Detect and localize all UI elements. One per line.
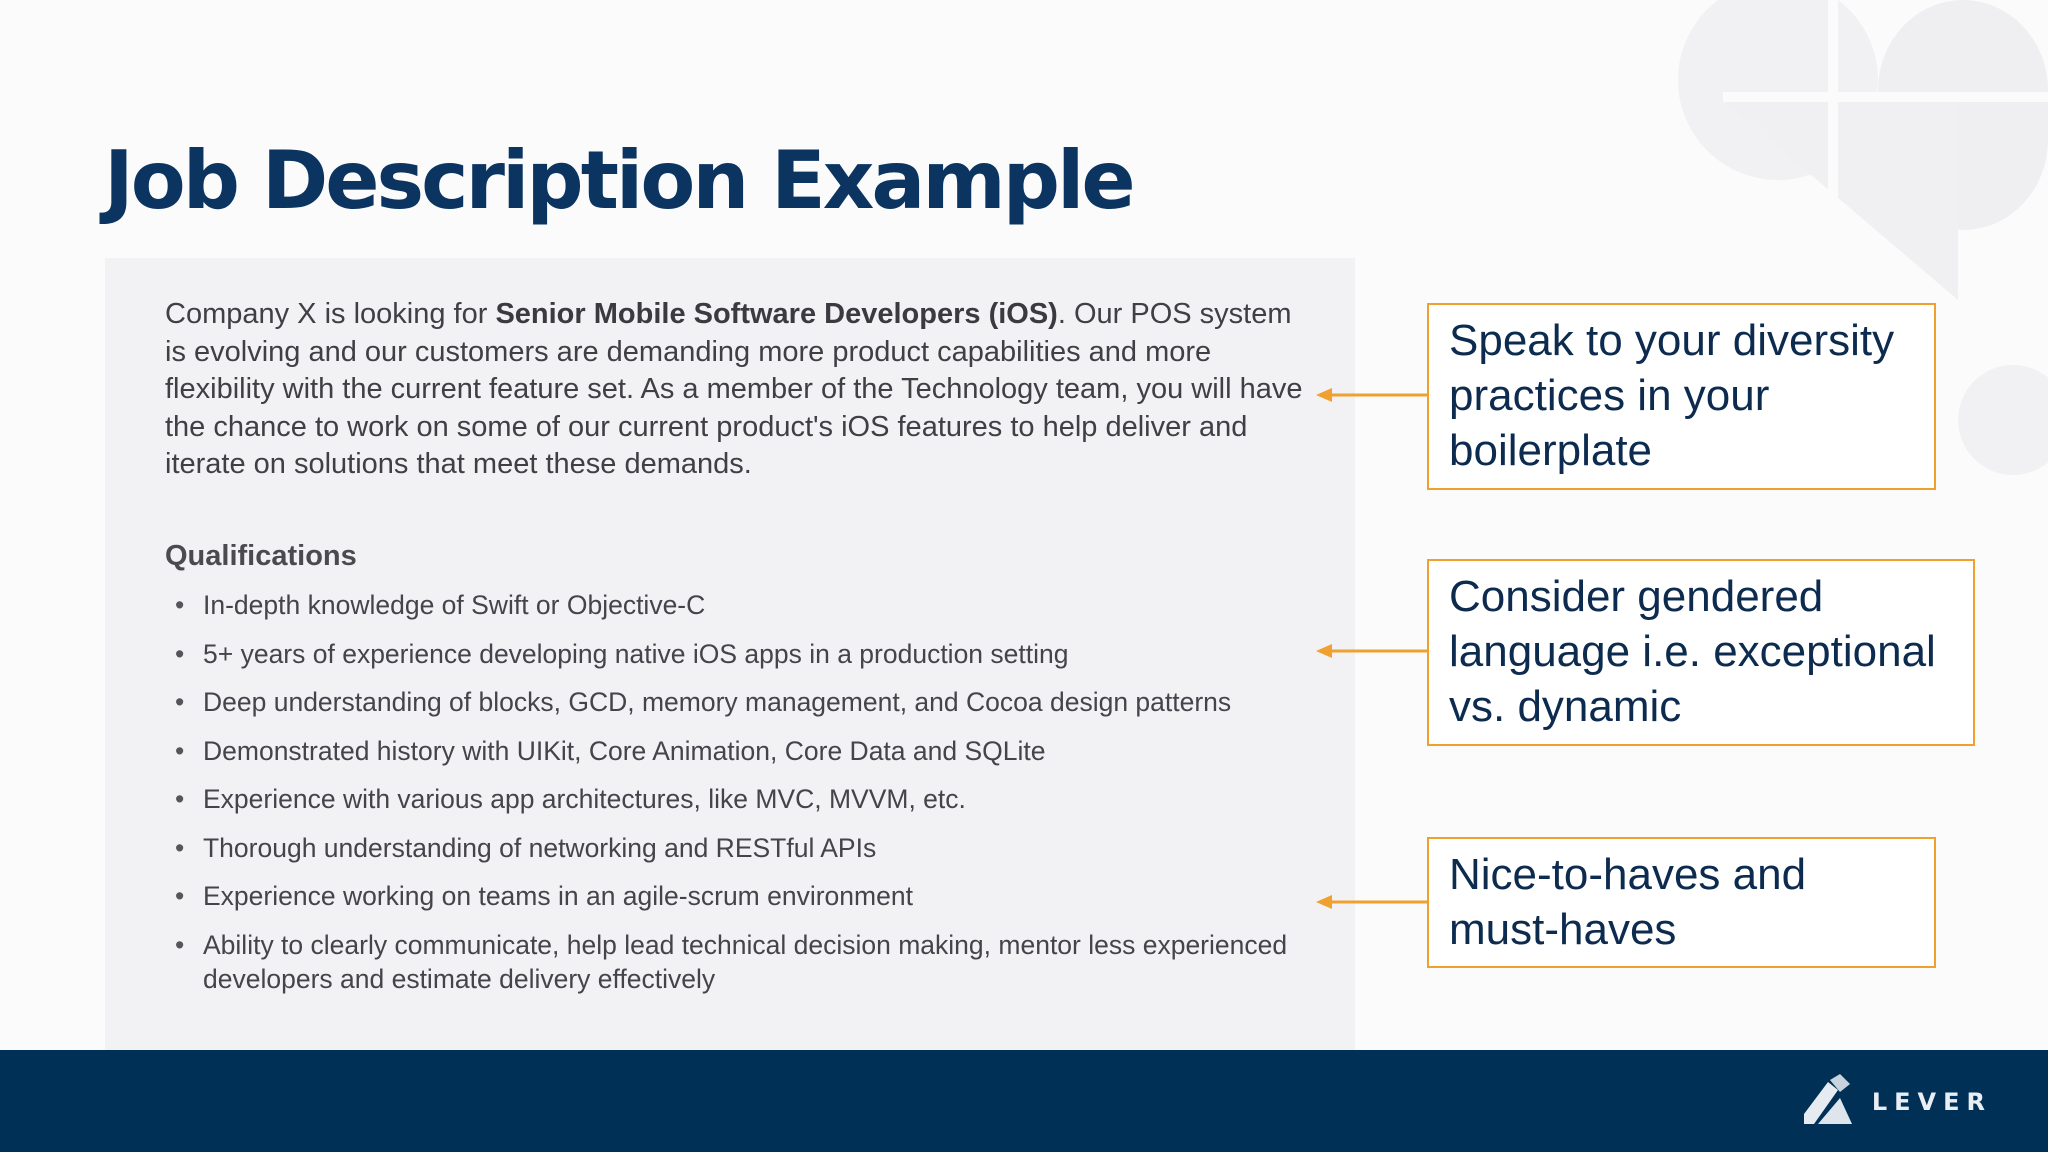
footer-bar [0,1050,2048,1152]
intro-text-start: Company X is looking for [165,298,496,330]
lever-logo-text: LEVER [1871,1088,1992,1116]
callout-nice-vs-must-haves: Nice-to-haves and must-haves [1427,837,1936,968]
lever-logo [1800,1074,1992,1130]
qualification-item: • 5+ years of experience developing native iOS apps in a production setting [165,637,1345,671]
callout-gendered-language: Consider gendered language i.e. exceptional vs. dynamic [1427,559,1975,746]
page-title: Job Description Example [104,134,1133,227]
intro-text-rest: . Our POS system is evolving and our customers are demanding more product capabilities and more flexibility with the current feature set. As a member of the Technology team, you will have the chance to work on some of our current product's iOS features to help deliver and iterate on solutions that meet these demands. [165,298,1303,481]
qualification-item: • Demonstrated history with UIKit, Core Animation, Core Data and SQLite [165,734,1345,768]
qualification-item: • Experience working on teams in an agile-scrum environment [165,879,1345,913]
lever-logo-icon [1800,1074,1856,1130]
callout-arrow-2 [1316,641,1428,661]
qualifications-heading: Qualifications [165,540,357,572]
qualification-item: • In-depth knowledge of Swift or Objective-C [165,588,1345,622]
qualification-item: • Ability to clearly communicate, help lead technical decision making, mentor less experienced developers and estimate delivery effectively [165,928,1345,996]
qualification-item: • Deep understanding of blocks, GCD, memory management, and Cocoa design patterns [165,685,1345,719]
qualification-item: • Thorough understanding of networking and RESTful APIs [165,831,1345,865]
callout-diversity-boilerplate: Speak to your diversity practices in your boilerplate [1427,303,1936,490]
intro-job-title: Senior Mobile Software Developers (iOS) [495,298,1058,330]
job-description-panel [105,258,1355,1050]
callout-arrow-3 [1316,892,1428,912]
job-description-intro [165,296,1315,484]
callout-arrow-1 [1316,385,1428,405]
qualifications-list [165,588,1345,1010]
qualification-item: • Experience with various app architectures, like MVC, MVVM, etc. [165,782,1345,816]
